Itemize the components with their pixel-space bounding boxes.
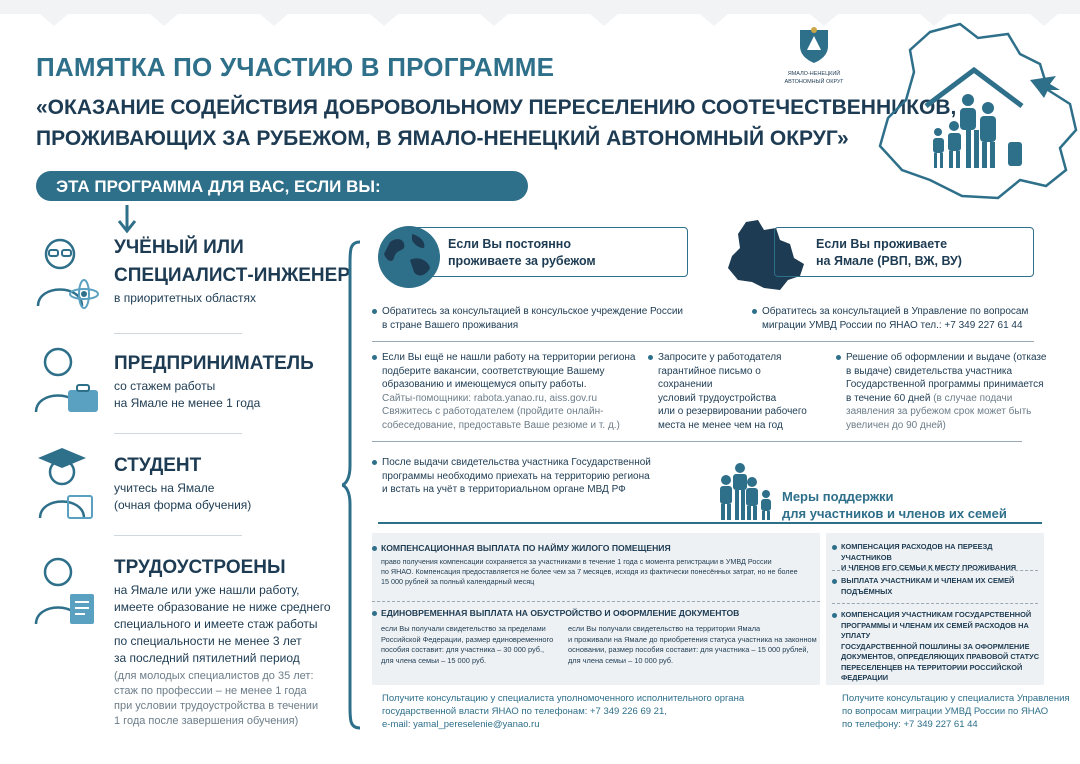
persona-scientist: УЧЁНЫЙ ИЛИ СПЕЦИАЛИСТ-ИНЖЕНЕР в приоритетных областях [32, 234, 352, 324]
yamal-label: Если Вы проживаете на Ямале (РВП, ВЖ, ВУ) [816, 237, 962, 268]
support-state-fee-compensation: КОМПЕНСАЦИЯ УЧАСТНИКАМ ГОСУДАРСТВЕННОЙ ПРОГРАММЫ И ЧЛЕНАМ ИХ СЕМЕЙ РАСХОДОВ НА УПЛАТУ ГОСУДАРСТВЕННОЙ ПОШЛИНЫ ЗА ОФОРМЛЕНИЕ ДОКУМЕНТОВ, ОПРЕДЕЛЯЮЩИХ ПРАВОВОЙ СТАТУС ПЕРЕСЕЛЕНЦЕВ НА ТЕРРИТОРИИ РОССИЙСКОЙ ФЕДЕРАЦИИ [832, 610, 1044, 684]
curly-brace [342, 240, 366, 730]
divider [372, 601, 820, 602]
page-title: ПАМЯТКА ПО УЧАСТИЮ В ПРОГРАММЕ [36, 52, 555, 82]
divider [378, 522, 1042, 524]
separator [114, 535, 242, 536]
payment-case-yamal: если Вы получали свидетельство на территории Ямала и проживали на Ямале до приобретения статуса участника на законном основании, размер пособия составит: для участника – 15 000 рублей, для члена семьи – 10 000 руб. [568, 624, 817, 665]
support-rent-compensation: КОМПЕНСАЦИОННАЯ ВЫПЛАТА ПО НАЙМУ ЖИЛОГО ПОМЕЩЕНИЯ право получения компенсации сохраняется за участниками в течение 1 года с момента регистрации в УМВД России по ЯНАО. Компенсация предоставляется не более чем за 7 месяцев, исходя из фактически понесённых затрат, но не более 15 000 рублей за полный календарный месяц [372, 543, 812, 587]
abroad-step-consulate: Обратитесь за консультацией в консульское учреждение России в стране Вашего проживания [372, 305, 712, 332]
persona-entrepreneur: ПРЕДПРИНИМАТЕЛЬ со стажем работы на Ямале не менее 1 года [32, 342, 352, 422]
family-icon [710, 462, 778, 522]
abroad-label: Если Вы постоянно проживаете за рубежом [448, 237, 596, 268]
divider [372, 341, 1034, 342]
abroad-step-find-job: Если Вы ещё не нашли работу на территории региона подберите вакансии, соответствующие Вашему образованию и имеющемуся опыту работы. Сайты-помощники: rabota.yanao.ru, aiss.gov.ru Свяжитесь с работодателем (пройдите онлайн- собеседование, предоставьте Ваше резюме и т. д.) [372, 351, 642, 432]
separator [114, 433, 242, 434]
employee-icon [32, 552, 100, 632]
region-emblem: ЯМАЛО-НЕНЕЦКИЙ АВТОНОМНЫЙ ОКРУГ [784, 26, 844, 85]
payment-case-abroad: если Вы получали свидетельство за пределами Российской Федерации, размер единовременного пособия составит: для участника – 30 000 руб., для члена семьи – 15 000 руб. [381, 624, 554, 665]
abroad-step-register: После выдачи свидетельства участника Государственной программы необходимо приехать на территорию региона и встать на учёт в территориальном органе МВД РФ [372, 456, 692, 497]
support-lifting-allowance: ВЫПЛАТА УЧАСТНИКАМ И ЧЛЕНАМ ИХ СЕМЕЙ ПОДЪЁМНЫХ [832, 576, 1042, 597]
entrepreneur-icon [32, 342, 100, 422]
coat-of-arms-icon [797, 26, 831, 64]
abroad-step-guarantee-letter: Запросите у работодателя гарантийное письмо о сохранении условий трудоустройства или о резервировании рабочего места не менее чем на год [648, 351, 818, 432]
yamal-step-decision: Решение об оформлении и выдаче (отказе в выдаче) свидетельства участника Государственной программы принимается в течение 60 дней (в случае подачи заявления за рубежом срок может быть увеличен до 90 дней) [836, 351, 1056, 432]
consultation-contact-umvd: Получите консультацию у специалиста Управления по вопросам миграции УМВД России по ЯНАО по телефону: +7 349 227 61 44 [842, 693, 1070, 730]
program-name: «ОКАЗАНИЕ СОДЕЙСТВИЯ ДОБРОВОЛЬНОМУ ПЕРЕСЕЛЕНИЮ СООТЕЧЕСТВЕННИКОВ, ПРОЖИВАЮЩИХ ЗА РУБЕЖОМ, В ЯМАЛО-НЕНЕЦКИЙ АВТОНОМНЫЙ ОКРУГ» [36, 96, 957, 150]
target-audience-banner: ЭТА ПРОГРАММА ДЛЯ ВАС, ЕСЛИ ВЫ: [36, 171, 528, 201]
support-moving-compensation: КОМПЕНСАЦИЯ РАСХОДОВ НА ПЕРЕЕЗД УЧАСТНИКОВ И ЧЛЕНОВ ЕГО СЕМЬИ К МЕСТУ ПРОЖИВАНИЯ [832, 542, 1042, 574]
support-relocation-payment: ЕДИНОВРЕМЕННАЯ ВЫПЛАТА НА ОБУСТРОЙСТВО И ОФОРМЛЕНИЕ ДОКУМЕНТОВ [372, 608, 812, 620]
consultation-contact-yanao: Получите консультацию у специалиста уполномоченного исполнительного органа государственной власти ЯНАО по телефонам: +7 349 226 69 21, e-mail: yamal_pereselenie@yanao.ru [382, 693, 745, 730]
persona-student: СТУДЕНТ учитесь на Ямале (очная форма обучения) [32, 444, 352, 524]
student-icon [32, 444, 100, 524]
support-measures-title: Меры поддержки для участников и членов их семей [782, 489, 1007, 521]
divider [832, 603, 1038, 604]
separator [114, 333, 242, 334]
yamal-map-house-family-illustration [870, 20, 1080, 220]
persona-employed: ТРУДОУСТРОЕНЫ на Ямале или уже нашли работу, имеете образование не ниже среднего специального и имеете стаж работы по специальности не менее 3 лет за последний пятилетний период (для молодых специалистов до 35 лет: стаж по профессии – не менее 1 года при условии трудоустройства в течении 1 года после завершения обучения) [32, 552, 352, 732]
divider [832, 570, 1038, 571]
scientist-icon [32, 234, 100, 314]
arrow-down-icon [116, 205, 138, 235]
yamal-step-consult: Обратитесь за консультацией в Управление по вопросам миграции УМВД России по ЯНАО тел.: +7 349 227 61 44 [752, 305, 1052, 332]
divider [372, 441, 1022, 442]
